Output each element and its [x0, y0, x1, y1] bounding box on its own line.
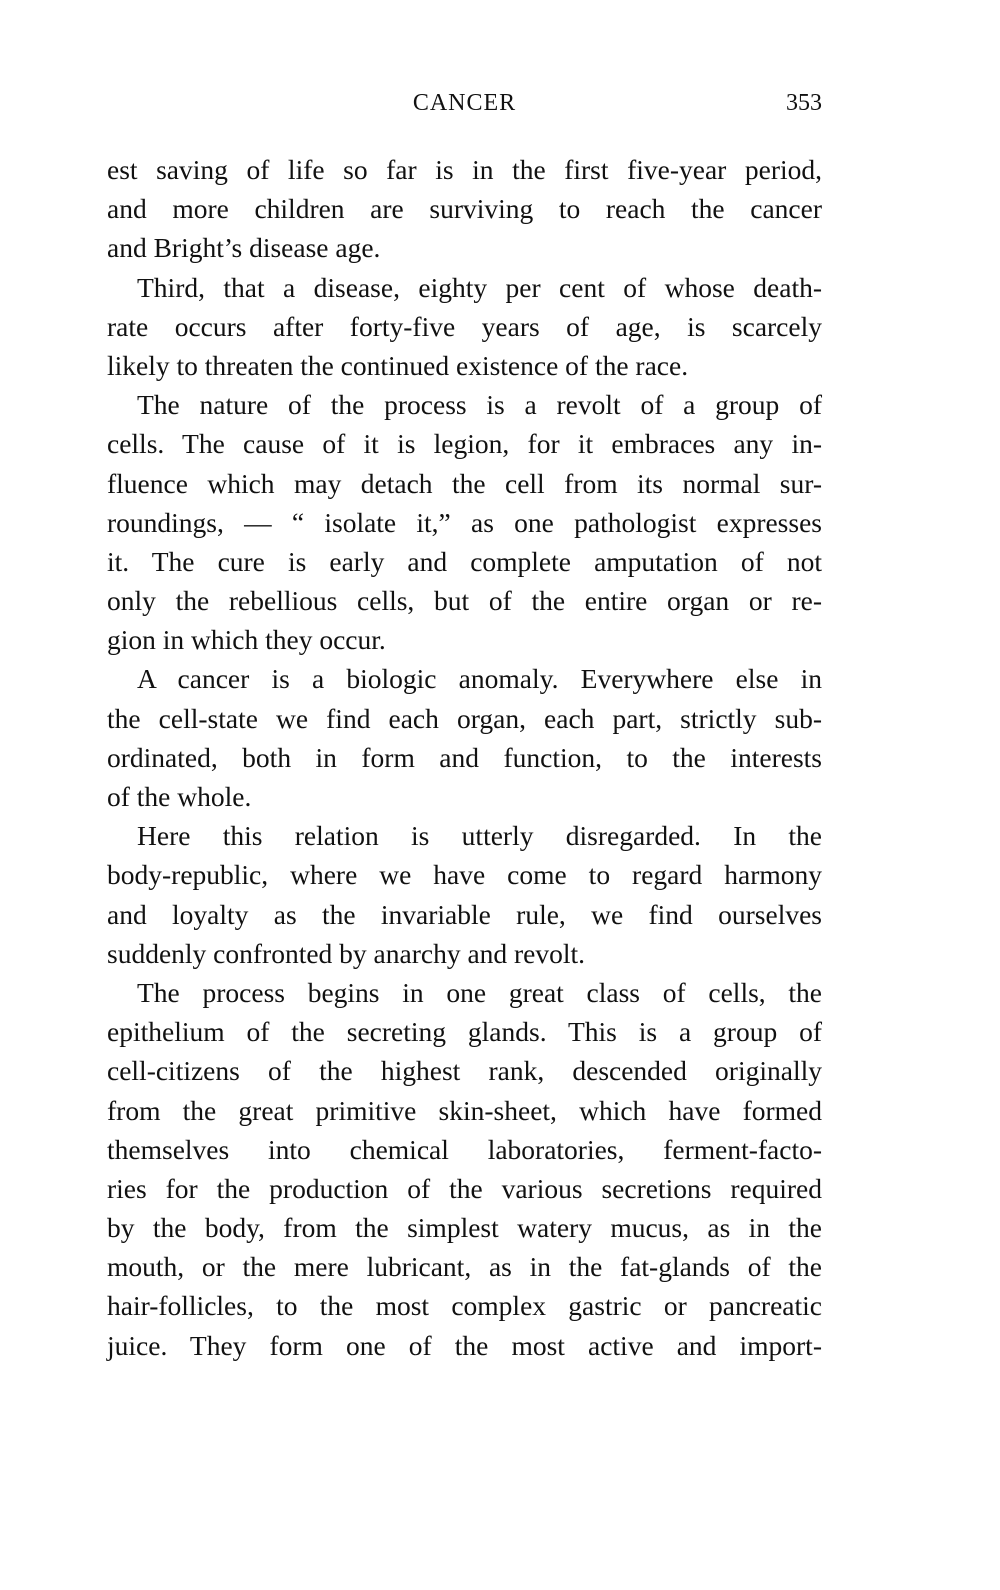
page-number: 353	[786, 90, 822, 116]
paragraph	[107, 385, 822, 659]
text-line: cells. The cause of it is legion, for it embraces any in-	[107, 428, 822, 460]
text-line: The process begins in one great class of cells, the	[137, 976, 822, 1008]
text-line: rate occurs after forty-five years of age, is scarcely	[107, 310, 822, 342]
paragraph	[107, 816, 822, 973]
page-header	[107, 90, 822, 126]
text-line: The nature of the process is a revolt of a group of	[137, 389, 822, 421]
text-line: likely to threaten the continued existence of the race.	[107, 349, 689, 381]
text-line: mouth, or the mere lubricant, as in the fat-glands of the	[107, 1251, 822, 1283]
paragraph	[107, 659, 822, 816]
text-line: epithelium of the secreting glands. This is a group of	[107, 1016, 822, 1048]
paragraph	[107, 150, 822, 268]
text-line: and Bright’s disease age.	[107, 232, 381, 264]
running-head: CANCER	[412, 90, 517, 116]
text-line: fluence which may detach the cell from its normal sur-	[107, 467, 822, 499]
text-line: it. The cure is early and complete amputation of not	[107, 545, 822, 577]
text-line: hair-follicles, to the most complex gastric or pancreatic	[107, 1290, 822, 1322]
text-line: Third, that a disease, eighty per cent of whose death-	[137, 271, 822, 303]
text-line: only the rebellious cells, but of the entire organ or re-	[107, 585, 822, 617]
text-line: the cell-state we find each organ, each part, strictly sub-	[107, 702, 822, 734]
body-text	[107, 150, 822, 1365]
text-line: Here this relation is utterly disregarded. In the	[137, 820, 822, 852]
text-line: by the body, from the simplest watery mucus, as in the	[107, 1212, 822, 1244]
text-line: est saving of life so far is in the first five-year period,	[107, 154, 822, 185]
paragraph	[107, 268, 822, 386]
text-line: themselves into chemical laboratories, ferment-facto-	[107, 1133, 822, 1165]
text-line: juice. They form one of the most active and import-	[107, 1329, 822, 1361]
paragraph	[107, 973, 822, 1365]
text-line: A cancer is a biologic anomaly. Everywhere else in	[137, 663, 822, 695]
text-line: body-republic, where we have come to regard harmony	[107, 859, 822, 891]
text-line: gion in which they occur.	[107, 624, 386, 656]
text-line: of the whole.	[107, 781, 252, 812]
text-line: from the great primitive skin-sheet, which have formed	[107, 1094, 822, 1126]
text-line: roundings, — “ isolate it,” as one pathologist expresses	[107, 506, 822, 538]
text-line: and loyalty as the invariable rule, we find ourselves	[107, 898, 822, 930]
text-line: ries for the production of the various secretions required	[107, 1172, 822, 1204]
text-line: cell-citizens of the highest rank, descended originally	[107, 1055, 822, 1087]
text-line: suddenly confronted by anarchy and revolt.	[107, 937, 586, 969]
text-line: and more children are surviving to reach the cancer	[107, 193, 822, 225]
text-line: ordinated, both in form and function, to the interests	[107, 741, 822, 773]
